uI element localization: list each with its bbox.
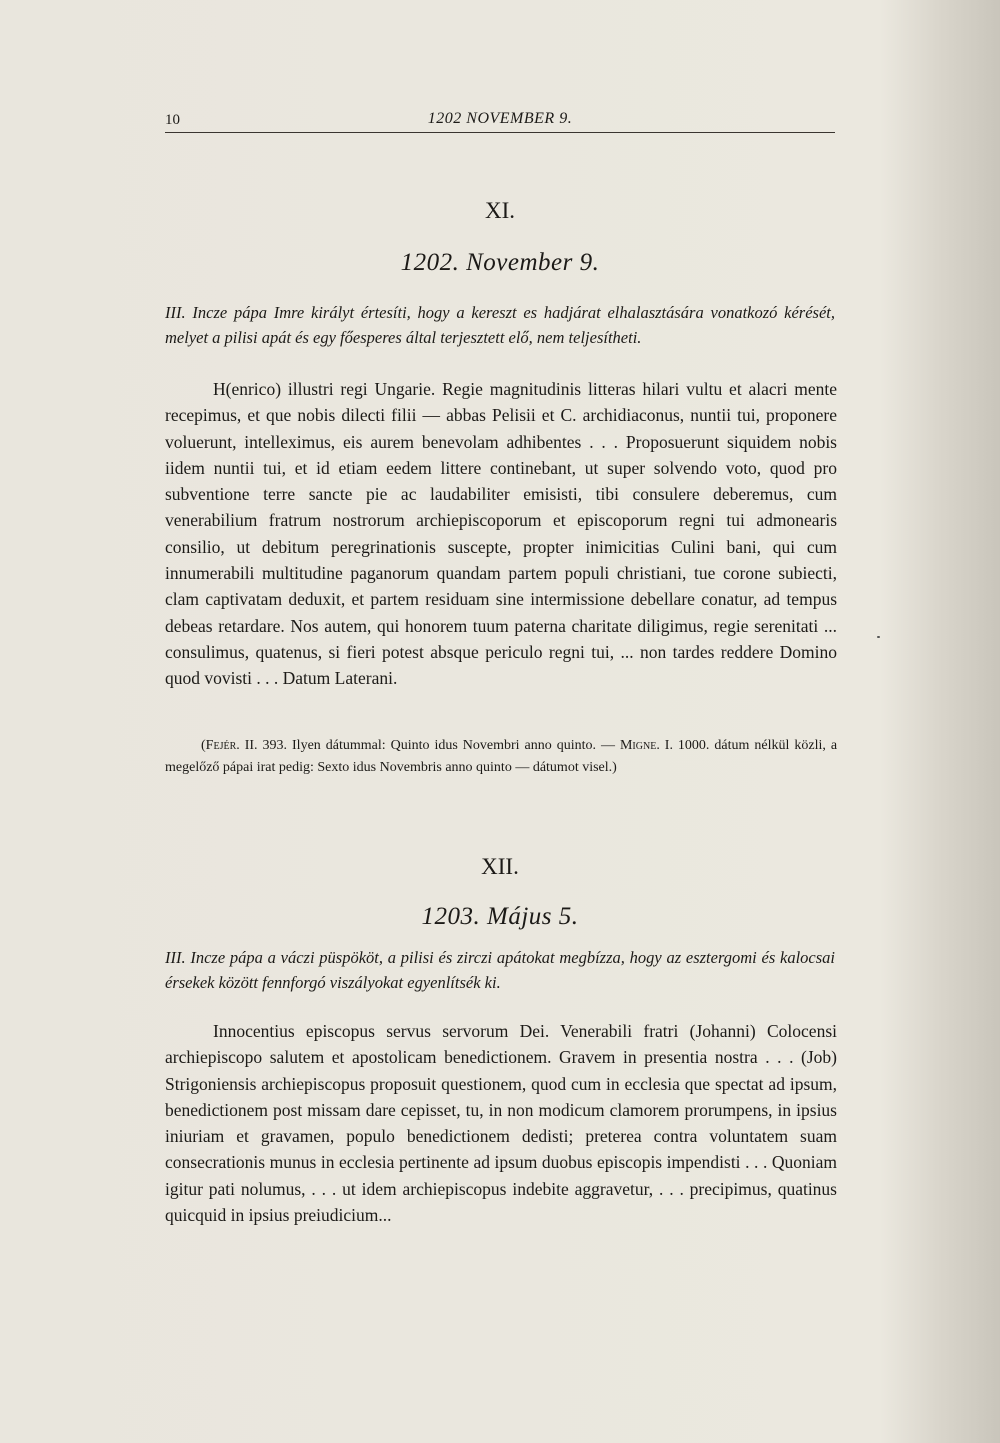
source-note: (Fejér. II. 393. Ilyen dátummal: Quinto idus Novembri anno quinto. — Migne. I. 1000. dátum nélkül közli, a megelőző pápai irat pedig: Sexto idus Novembris anno quinto — dátumot visel.) bbox=[165, 738, 838, 775]
page-header bbox=[165, 110, 835, 133]
ink-speck bbox=[877, 636, 880, 638]
source-reference: II. 393. Ilyen dátummal: Quinto idus Novembri anno quinto. — bbox=[244, 738, 615, 753]
document-date: 1203. Május 5. bbox=[421, 903, 579, 930]
source-author: Migne bbox=[619, 738, 657, 753]
document-regest: III. Incze pápa Imre királyt értesíti, hogy a kereszt es hadjárat elhalasztására vonatkozó kérését, melyet a pilisi apát és egy főesperes által terjesztett elő, nem teljesítheti. bbox=[165, 303, 835, 347]
document-body-text: Innocentius episcopus servus servorum Dei. Venerabili fratri (Johanni) Colocensi archiepiscopo salutem et apostolicam benedictionem. Gravem in presentia nostra . . . (Job) Strigoniensis archiepiscopus proposuit questionem, quod cum in ecclesia que spectat ad ipsum, benedictionem post missam dare cepisset, tu, in non modicum clamorem prorumpens, in ipsius iniuriam et gravamen, populo benedictionem dedisti; preterea contra voluntatem suam consecrationis munus in ecclesia pertinente ad ipsum duobus episcopis impendisti . . . Quoniam igitur pati nolumus, . . . ut idem archiepiscopus indebite aggravetur, . . . precipimus, quatinus quicquid in ipsius preiudicium... bbox=[165, 1021, 837, 1226]
document-regest: III. Incze pápa a váczi püspököt, a pilisi és zirczi apátokat megbízza, hogy az esztergomi és kalocsai érsekek között fennforgó viszályokat egyenlítsék ki. bbox=[165, 948, 835, 992]
page-number: 10 bbox=[165, 112, 180, 128]
document-body bbox=[165, 1018, 837, 1228]
running-title: 1202 NOVEMBER 9. bbox=[427, 110, 573, 127]
document-number: XII. bbox=[481, 854, 519, 879]
document-body bbox=[165, 376, 837, 692]
source-reference: I. 1000. dátum nélkül közli, a megelőző pápai irat pedig: Sexto idus Novembris anno quinto — dátumot visel.) bbox=[165, 738, 838, 775]
source-author: Fejér bbox=[205, 738, 237, 753]
document-number: XI. bbox=[484, 198, 516, 223]
document-body-text: H(enrico) illustri regi Ungarie. Regie magnitudinis litteras hilari vultu et alacri mente recepimus, et que nobis dilecti filii — abbas Pelisii et C. archidiaconus, nuntii tui, proponere voluerunt, intelleximus, eis aurem benevolam adhibentes . . . Proposuerunt siquidem nobis iidem nuntii tui, et id etiam eedem littere continebant, ut super solvendo voto, quod pro subventione terre sancte pie ac laudabiliter emisisti, tibi consulere deberemus, cum venerabilium fratrum nostrorum archiepiscoporum et episcoporum regni tui admonearis consilio, ut debitum peregrinationis suscepte, propter inimicitias Culini bani, qui cum innumerabili multitudine paganorum quandam partem populi christiani, tue corone subiecti, clam captivatam deduxit, et partem residuam sine intermissione debellare conatur, ad tempus debeas retardare. Nos autem, qui honorem tuum paterna charitate diligimus, regie serenitati ... consulimus, quatenus, si fieri potest absque periculo regni tui, ... non tardes reddere Domino quod vovisti . . . Datum Laterani. bbox=[165, 379, 837, 689]
document-date: 1202. November 9. bbox=[400, 249, 600, 276]
